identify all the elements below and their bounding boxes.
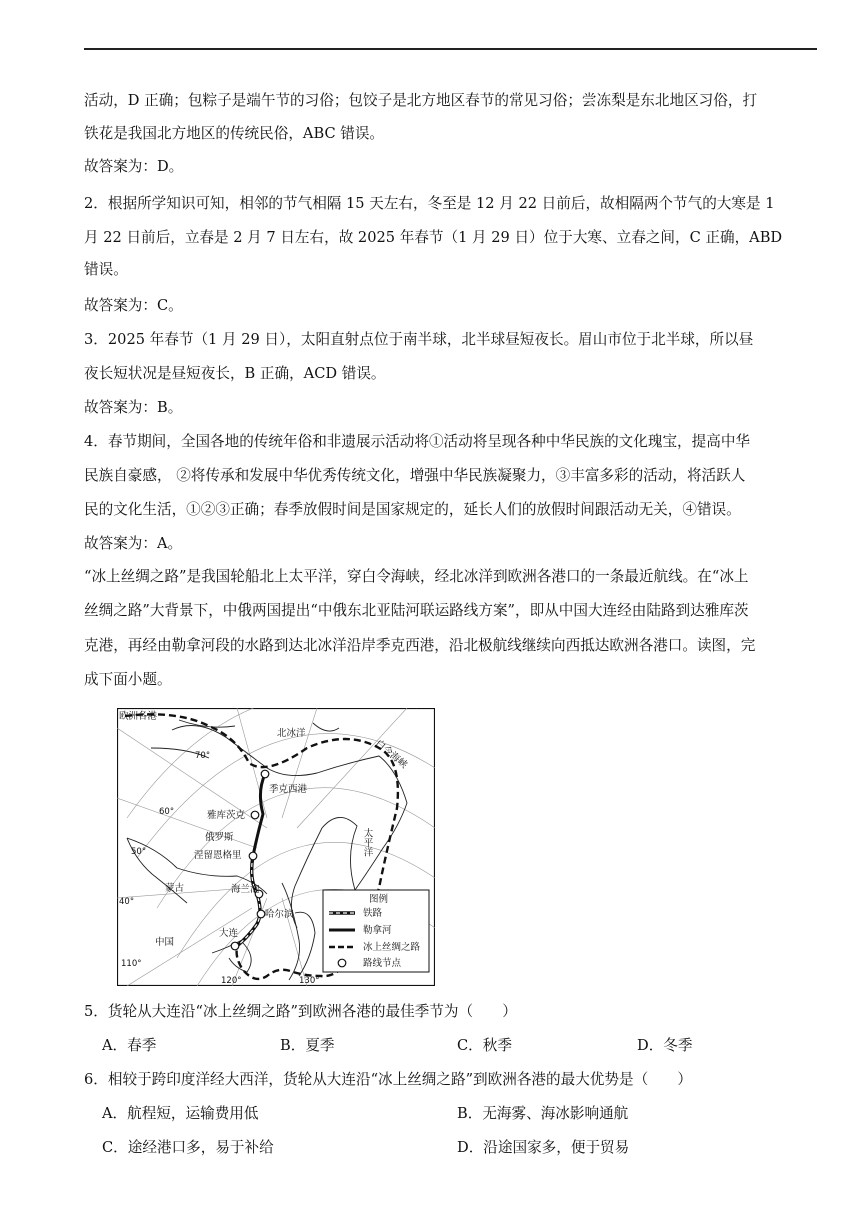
label-bering-strait: 白令海峡 xyxy=(373,737,410,771)
text-line: 成下面小题。 xyxy=(84,671,172,688)
label-yakutsk: 雅库茨克 xyxy=(207,810,246,821)
option-b: B．夏季 xyxy=(280,1037,335,1054)
option-a: A．春季 xyxy=(102,1037,157,1054)
label-dalian: 大连 xyxy=(219,928,239,939)
label-pacific-ocean xyxy=(362,827,374,857)
label-blagoveshchensk: 海兰泡 xyxy=(231,884,260,895)
label-lon-110: 110° xyxy=(121,959,142,969)
legend-title: 图例 xyxy=(369,894,389,905)
text-line: 4．春节期间，全国各地的传统年俗和非遗展示活动将①活动将呈现各种中华民族的文化瑰宝，提高中华 xyxy=(84,433,751,450)
text-line: 2．根据所学知识可知，相邻的节气相隔 15 天左右，冬至是 12 月 22 日前后，故相隔两个节气的大寒是 1 xyxy=(84,195,775,212)
text-line: 夜长短状况是昼短夜长，B 正确，ACD 错误。 xyxy=(84,365,386,382)
text-line: 故答案为：B。 xyxy=(84,399,183,416)
label-mongolia: 蒙古 xyxy=(165,883,185,894)
label-tiksi: 季克西港 xyxy=(269,784,308,795)
text-line: 铁花是我国北方地区的传统民俗，ABC 错误。 xyxy=(84,125,385,142)
text-line: 丝绸之路”大背景下，中俄两国提出“中俄东北亚陆河联运路线方案”，即从中国大连经由陆路到达雅库茨 xyxy=(84,602,749,619)
text-line: 活动，D 正确；包粽子是端午节的习俗；包饺子是北方地区春节的常见习俗；尝冻梨是东北地区习俗，打 xyxy=(84,92,758,109)
route-node xyxy=(231,942,239,950)
header-rule xyxy=(84,48,817,50)
route-node xyxy=(251,811,259,819)
option-b: B．无海雾、海冰影响通航 xyxy=(457,1105,629,1122)
legend-node-symbol xyxy=(338,959,346,967)
question-stem: 5．货轮从大连沿“冰上丝绸之路”到欧洲各港的最佳季节为（ ） xyxy=(84,1003,517,1020)
text-line: 故答案为：D。 xyxy=(84,158,184,175)
label-lat-60: 60° xyxy=(159,807,175,817)
legend-railway-label: 铁路 xyxy=(363,908,383,919)
option-c: C．途经港口多，易于补给 xyxy=(102,1139,274,1156)
route-node xyxy=(249,852,257,860)
route-node xyxy=(257,910,265,918)
legend-route-label: 冰上丝绸之路 xyxy=(363,942,421,953)
label-russia: 俄罗斯 xyxy=(205,832,234,843)
text-line: 错误。 xyxy=(84,261,128,278)
label-lon-120: 120° xyxy=(221,976,242,986)
label-china: 中国 xyxy=(155,937,175,948)
option-a: A．航程短，运输费用低 xyxy=(102,1105,259,1122)
text-line: 故答案为：A。 xyxy=(84,535,183,552)
label-harbin: 哈尔滨 xyxy=(265,909,294,920)
text-line: 民族自豪感， ②将传承和发展中华优秀传统文化，增强中华民族凝聚力，③丰富多彩的活动，将活跃人 xyxy=(84,467,746,484)
text-line: “冰上丝绸之路”是我国轮船北上太平洋，穿白令海峡，经北冰洋到欧洲各港口的一条最近航线。在“冰上 xyxy=(84,568,749,585)
option-c: C．秋季 xyxy=(457,1037,512,1054)
text-line: 故答案为：C。 xyxy=(84,297,183,314)
label-lat-50: 50° xyxy=(131,847,147,857)
route-map xyxy=(117,708,435,986)
label-lat-70: 70° xyxy=(195,751,211,761)
legend-node-label: 路线节点 xyxy=(363,958,402,969)
svg-text:太平洋: 太平洋 xyxy=(361,828,373,857)
route-node xyxy=(261,770,269,778)
text-line: 民的文化生活，①②③正确；春季放假时间是国家规定的，延长人们的放假时间跟活动无关，④错误。 xyxy=(84,501,741,518)
label-neryungri: 涅留恩格里 xyxy=(194,850,242,861)
text-line: 克港，再经由勒拿河段的水路到达北冰洋沿岸季克西港，沿北极航线继续向西抵达欧洲各港口。读图，完 xyxy=(84,637,756,654)
label-lat-40: 40° xyxy=(119,897,135,907)
map-legend xyxy=(323,890,429,972)
question-stem: 6．相较于跨印度洋经大西洋，货轮从大连沿“冰上丝绸之路”到欧洲各港的最大优势是（ ） xyxy=(84,1071,692,1088)
legend-lena-label: 勒拿河 xyxy=(363,925,392,936)
label-lon-130: 130° xyxy=(299,976,320,986)
option-d: D．沿途国家多，便于贸易 xyxy=(457,1139,630,1156)
label-arctic-ocean: 北冰洋 xyxy=(277,728,306,739)
option-d: D．冬季 xyxy=(637,1037,693,1054)
label-europe-ports: 欧洲各港 xyxy=(119,711,158,722)
text-line: 月 22 日前后，立春是 2 月 7 日左右，故 2025 年春节（1 月 29 日）位于大寒、立春之间，C 正确，ABD xyxy=(84,229,783,246)
text-line: 3．2025 年春节（1 月 29 日），太阳直射点位于南半球，北半球昼短夜长。眉山市位于北半球，所以昼 xyxy=(84,331,754,348)
